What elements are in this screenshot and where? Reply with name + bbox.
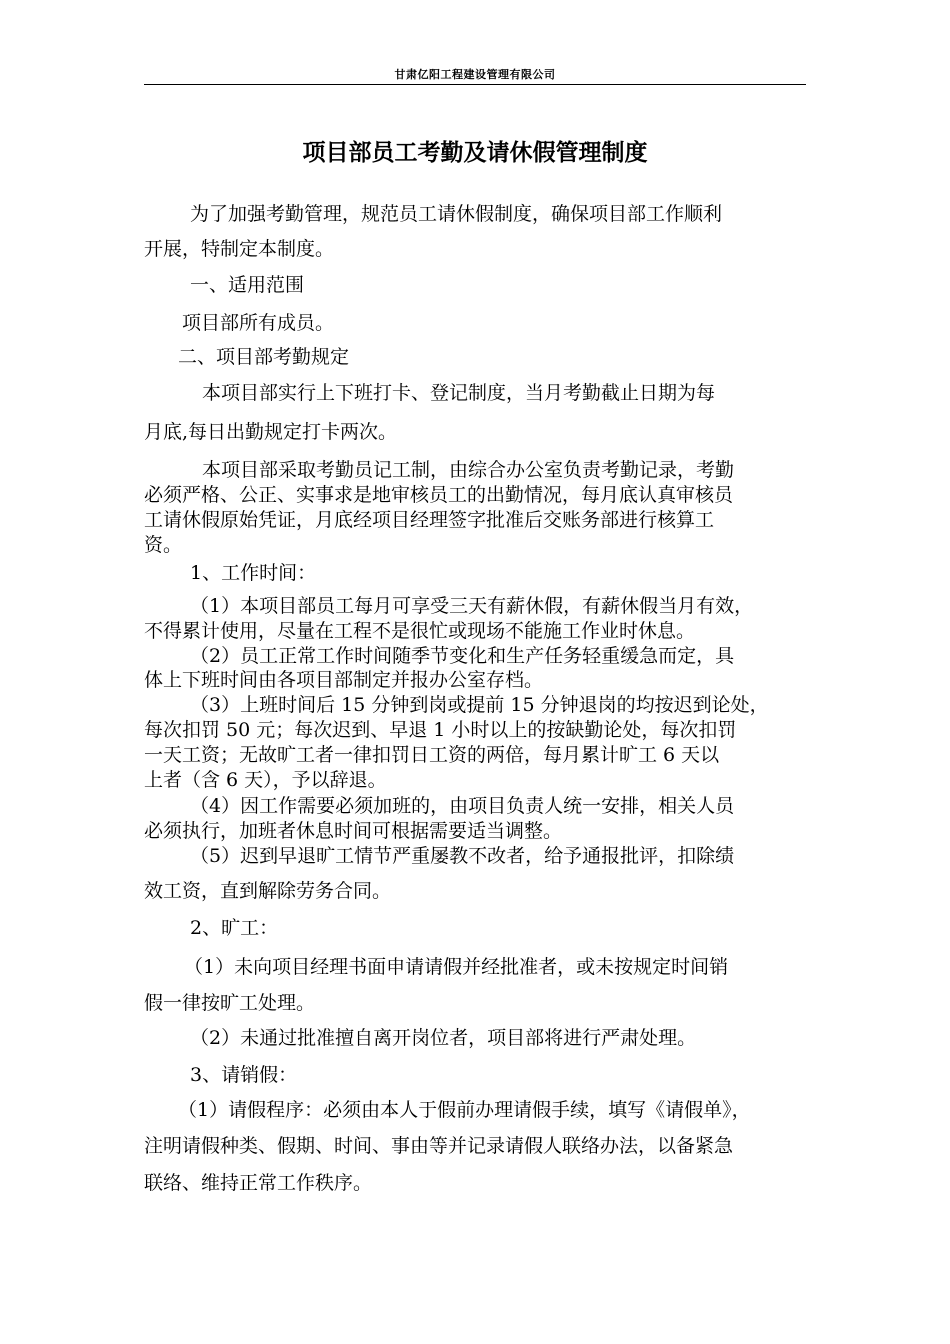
recorder-line-2: 必须严格、公正、实事求是地审核员工的出勤情况，每月底认真审核员 <box>144 484 734 506</box>
item-1-line-1: （1）本项目部员工每月可享受三天有薪休假，有薪休假当月有效， <box>190 595 754 617</box>
item-3-line-4: 上者（含 6 天），予以辞退。 <box>144 769 387 791</box>
intro-line-1: 为了加强考勤管理，规范员工请休假制度，确保项目部工作顺利 <box>190 203 723 225</box>
subsection-leave: 3、请销假： <box>190 1064 298 1086</box>
intro-line-2: 开展，特制定本制度。 <box>144 238 335 260</box>
company-header: 甘肃亿阳工程建设管理有限公司 <box>394 68 556 81</box>
item-1-line-2: 不得累计使用，尽量在工程不是很忙或现场不能施工作业时休息。 <box>144 620 696 642</box>
section-heading-1: 一、适用范围 <box>190 274 305 296</box>
item-3-line-2: 每次扣罚 50 元；每次迟到、早退 1 小时以上的按缺勤论处，每次扣罚 <box>144 719 737 741</box>
item-5-line-1: （5）迟到早退旷工情节严重屡教不改者，给予通报批评，扣除绩 <box>190 845 735 867</box>
attendance-rule-line-1: 本项目部实行上下班打卡、登记制度，当月考勤截止日期为每 <box>202 382 716 404</box>
absence-item-1-line-2: 假一律按旷工处理。 <box>144 992 316 1014</box>
subsection-absence: 2、旷工： <box>190 917 279 939</box>
header-rule <box>144 84 806 85</box>
document-title: 项目部员工考勤及请休假管理制度 <box>302 140 648 166</box>
section-heading-2: 二、项目部考勤规定 <box>178 346 350 368</box>
absence-item-2: （2）未通过批准擅自离开岗位者，项目部将进行严肃处理。 <box>190 1027 697 1049</box>
absence-item-1-line-1: （1）未向项目经理书面申请请假并经批准者，或未按规定时间销 <box>184 956 729 978</box>
attendance-rule-line-2: 月底,每日出勤规定打卡两次。 <box>144 421 398 443</box>
item-3-line-3: 一天工资；无故旷工者一律扣罚日工资的两倍，每月累计旷工 6 天以 <box>144 744 720 766</box>
recorder-line-1: 本项目部采取考勤员记工制，由综合办公室负责考勤记录，考勤 <box>202 459 735 481</box>
leave-item-1-line-1: （1）请假程序：必须由本人于假前办理请假手续，填写《请假单》， <box>178 1099 751 1121</box>
leave-item-1-line-3: 联络、维持正常工作秩序。 <box>144 1172 373 1194</box>
item-4-line-1: （4）因工作需要必须加班的，由项目负责人统一安排，相关人员 <box>190 795 735 817</box>
recorder-line-4: 资。 <box>144 534 183 556</box>
item-5-line-2: 效工资，直到解除劳务合同。 <box>144 880 392 902</box>
item-2-line-1: （2）员工正常工作时间随季节变化和生产任务轻重缓急而定，具 <box>190 645 735 667</box>
item-4-line-2: 必须执行，加班者休息时间可根据需要适当调整。 <box>144 820 563 842</box>
scope-text: 项目部所有成员。 <box>182 312 335 334</box>
item-2-line-2: 体上下班时间由各项目部制定并报办公室存档。 <box>144 669 544 691</box>
subsection-work-time: 1、工作时间： <box>190 562 317 584</box>
item-3-line-1: （3）上班时间后 15 分钟到岗或提前 15 分钟退岗的均按迟到论处， <box>190 694 769 716</box>
recorder-line-3: 工请休假原始凭证，月底经项目经理签字批准后交账务部进行核算工 <box>144 509 715 531</box>
leave-item-1-line-2: 注明请假种类、假期、时间、事由等并记录请假人联络办法，以备紧急 <box>144 1135 734 1157</box>
